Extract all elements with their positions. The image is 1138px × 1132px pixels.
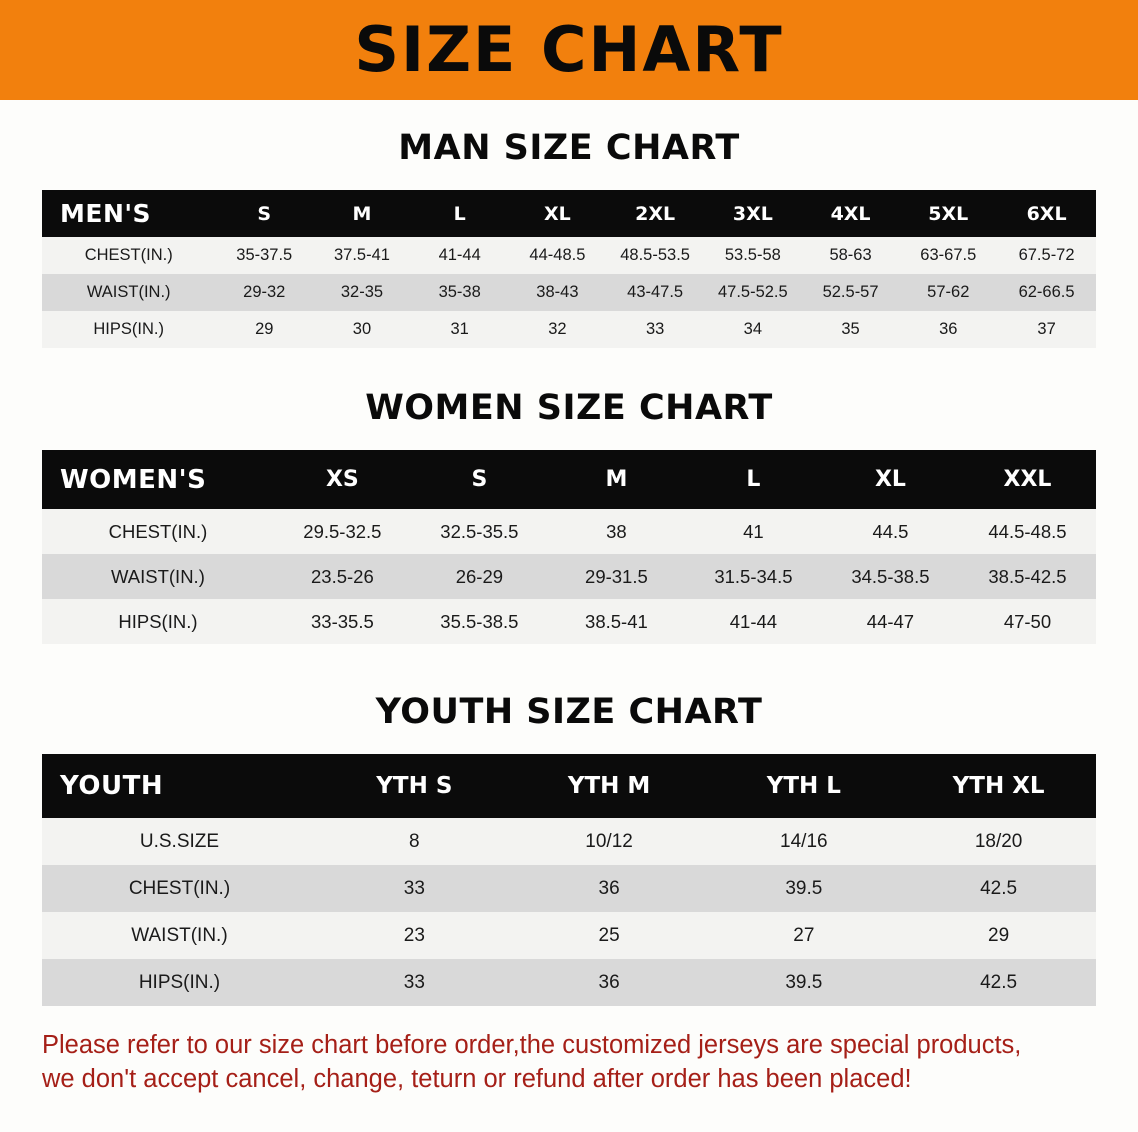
table-cell: 34.5-38.5 (822, 554, 959, 599)
table-cell: 23 (317, 912, 512, 959)
column-header: WOMEN'S (42, 450, 274, 509)
column-header: L (685, 450, 822, 509)
row-header: HIPS(IN.) (42, 311, 215, 348)
column-header: M (548, 450, 685, 509)
table-cell: 38.5-42.5 (959, 554, 1096, 599)
page-banner (0, 0, 1138, 100)
column-header: YTH S (317, 754, 512, 818)
table-cell: 44-48.5 (509, 237, 607, 274)
row-header: CHEST(IN.) (42, 865, 317, 912)
column-header: XL (822, 450, 959, 509)
column-header: YTH L (706, 754, 901, 818)
table-cell: 57-62 (899, 274, 997, 311)
page-title: SIZE CHART (354, 13, 784, 86)
table-cell: 29-31.5 (548, 554, 685, 599)
column-header: 6XL (997, 190, 1096, 237)
row-header: CHEST(IN.) (42, 237, 215, 274)
table-row (42, 237, 1096, 274)
table-cell: 29-32 (215, 274, 313, 311)
table-cell: 41-44 (685, 599, 822, 644)
table-row (42, 599, 1096, 644)
youth-size-table (42, 754, 1096, 1006)
table-cell: 44.5 (822, 509, 959, 554)
man-size-table (42, 190, 1096, 348)
table-cell: 35.5-38.5 (411, 599, 548, 644)
table-row (42, 865, 1096, 912)
table-cell: 43-47.5 (606, 274, 704, 311)
table-cell: 29 (215, 311, 313, 348)
column-header: XXL (959, 450, 1096, 509)
table-cell: 47.5-52.5 (704, 274, 802, 311)
table-cell: 32-35 (313, 274, 411, 311)
table-cell: 36 (512, 865, 707, 912)
table-cell: 39.5 (706, 959, 901, 1006)
man-section-title: MAN SIZE CHART (398, 128, 740, 168)
table-cell: 33 (317, 959, 512, 1006)
table-cell: 33 (606, 311, 704, 348)
women-size-table (42, 450, 1096, 644)
table-cell: 47-50 (959, 599, 1096, 644)
women-size-table-wrap (42, 450, 1096, 644)
table-row (42, 554, 1096, 599)
table-row (42, 959, 1096, 1006)
table-cell: 8 (317, 818, 512, 865)
column-header: 5XL (899, 190, 997, 237)
row-header: WAIST(IN.) (42, 912, 317, 959)
table-cell: 10/12 (512, 818, 707, 865)
table-cell: 35 (802, 311, 900, 348)
row-header: CHEST(IN.) (42, 509, 274, 554)
table-cell: 48.5-53.5 (606, 237, 704, 274)
table-cell: 29.5-32.5 (274, 509, 411, 554)
row-header: HIPS(IN.) (42, 599, 274, 644)
column-header: S (215, 190, 313, 237)
column-header: YTH XL (901, 754, 1096, 818)
table-cell: 37 (997, 311, 1096, 348)
column-header: 3XL (704, 190, 802, 237)
table-cell: 42.5 (901, 959, 1096, 1006)
table-cell: 36 (512, 959, 707, 1006)
table-cell: 53.5-58 (704, 237, 802, 274)
policy-note-line-2: we don't accept cancel, change, teturn or refund after order has been placed! (42, 1065, 912, 1094)
table-cell: 39.5 (706, 865, 901, 912)
row-header: WAIST(IN.) (42, 274, 215, 311)
row-header: U.S.SIZE (42, 818, 317, 865)
table-cell: 41-44 (411, 237, 509, 274)
row-header: WAIST(IN.) (42, 554, 274, 599)
table-cell: 38-43 (509, 274, 607, 311)
table-cell: 31 (411, 311, 509, 348)
column-header: M (313, 190, 411, 237)
row-header: HIPS(IN.) (42, 959, 317, 1006)
table-cell: 33 (317, 865, 512, 912)
table-cell: 36 (899, 311, 997, 348)
table-cell: 38 (548, 509, 685, 554)
table-cell: 34 (704, 311, 802, 348)
column-header: YOUTH (42, 754, 317, 818)
table-cell: 25 (512, 912, 707, 959)
table-row (42, 818, 1096, 865)
table-cell: 26-29 (411, 554, 548, 599)
column-header: XS (274, 450, 411, 509)
table-cell: 44.5-48.5 (959, 509, 1096, 554)
table-cell: 62-66.5 (997, 274, 1096, 311)
policy-note-line-1: Please refer to our size chart before order,the customized jerseys are special products, (42, 1031, 1022, 1059)
table-cell: 63-67.5 (899, 237, 997, 274)
column-header: MEN'S (42, 190, 215, 237)
table-cell: 52.5-57 (802, 274, 900, 311)
policy-note (42, 1028, 1096, 1097)
table-cell: 58-63 (802, 237, 900, 274)
column-header: 2XL (606, 190, 704, 237)
youth-section-title: YOUTH SIZE CHART (375, 692, 763, 732)
table-cell: 14/16 (706, 818, 901, 865)
table-cell: 29 (901, 912, 1096, 959)
table-cell: 32 (509, 311, 607, 348)
table-cell: 27 (706, 912, 901, 959)
table-cell: 35-38 (411, 274, 509, 311)
table-row (42, 274, 1096, 311)
table-cell: 23.5-26 (274, 554, 411, 599)
table-row (42, 311, 1096, 348)
table-cell: 30 (313, 311, 411, 348)
table-cell: 32.5-35.5 (411, 509, 548, 554)
table-cell: 42.5 (901, 865, 1096, 912)
women-section-title: WOMEN SIZE CHART (365, 388, 773, 428)
table-cell: 41 (685, 509, 822, 554)
table-header-row (42, 190, 1096, 237)
table-cell: 31.5-34.5 (685, 554, 822, 599)
man-size-table-wrap (42, 190, 1096, 348)
youth-size-table-wrap (42, 754, 1096, 1006)
column-header: S (411, 450, 548, 509)
table-row (42, 509, 1096, 554)
column-header: XL (509, 190, 607, 237)
table-cell: 33-35.5 (274, 599, 411, 644)
table-cell: 35-37.5 (215, 237, 313, 274)
table-cell: 67.5-72 (997, 237, 1096, 274)
table-cell: 18/20 (901, 818, 1096, 865)
table-header-row (42, 450, 1096, 509)
table-row (42, 912, 1096, 959)
table-cell: 44-47 (822, 599, 959, 644)
table-header-row (42, 754, 1096, 818)
table-cell: 38.5-41 (548, 599, 685, 644)
column-header: 4XL (802, 190, 900, 237)
column-header: YTH M (512, 754, 707, 818)
column-header: L (411, 190, 509, 237)
table-cell: 37.5-41 (313, 237, 411, 274)
